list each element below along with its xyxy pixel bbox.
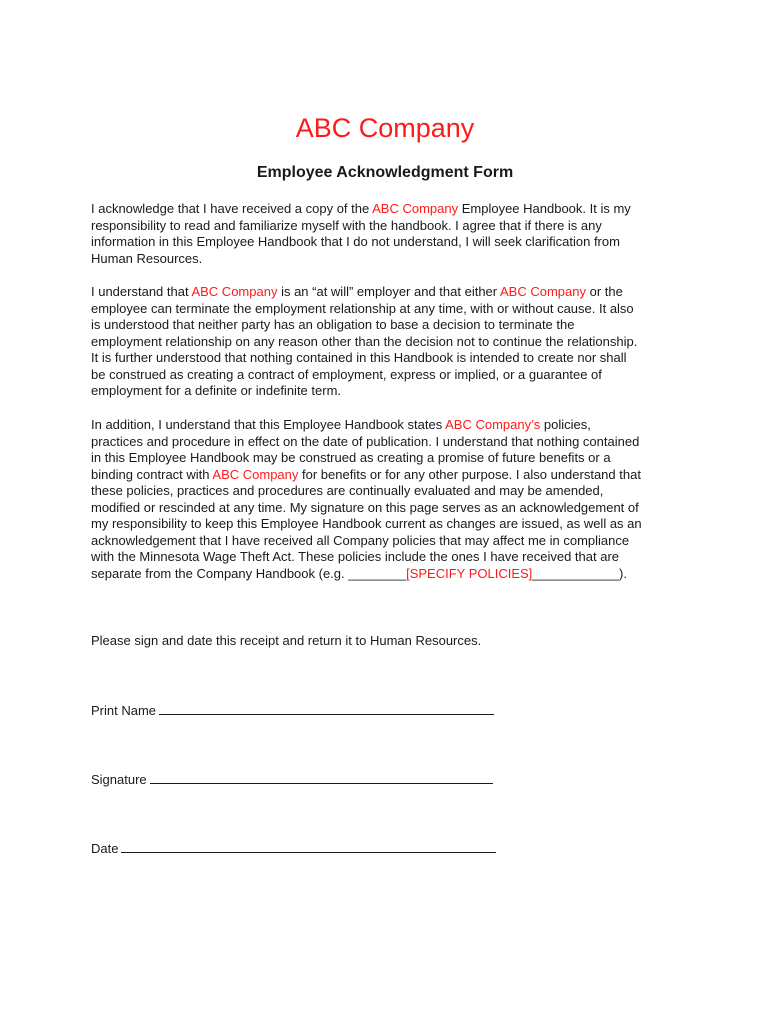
acknowledgment-paragraph bbox=[91, 201, 691, 267]
print-name-blank[interactable] bbox=[159, 702, 494, 715]
text-segment: ____________). bbox=[532, 565, 627, 581]
paragraph-line bbox=[91, 566, 691, 583]
instruction-paragraph bbox=[91, 633, 691, 650]
text-segment: Employee Handbook. It is my bbox=[458, 201, 631, 216]
company-name: ABC Company bbox=[191, 284, 278, 299]
date-blank[interactable] bbox=[121, 840, 496, 853]
text-segment: binding contract with bbox=[91, 466, 213, 482]
paragraph-line: practices and procedure in effect on the date of publication. I understand that nothing contained bbox=[91, 433, 640, 449]
paragraph-line: It is further understood that nothing contained in this Handbook is intended to create nor shall bbox=[91, 350, 627, 365]
paragraph-line: acknowledgement that I have received all Company policies that may affect me in compliance bbox=[91, 532, 630, 548]
company-name: ABC Company bbox=[212, 466, 299, 482]
text-segment: separate from the Company Handbook (e.g. ________ bbox=[91, 565, 407, 581]
paragraph-line: in this Employee Handbook may be construed as creating a promise of future benefits or a bbox=[91, 450, 611, 465]
paragraph-line: my responsibility to keep this Employee Handbook current as changes are issued, as well as an bbox=[91, 516, 642, 531]
policies-paragraph bbox=[91, 417, 691, 582]
paragraph-line: employment relationship on any reason other than the decision not to continue the relationship. bbox=[91, 333, 638, 349]
paragraph-line: Human Resources. bbox=[91, 250, 203, 266]
paragraph-line: information in this Employee Handbook that I do not understand, I will seek clarification from bbox=[91, 234, 620, 249]
signature-field[interactable] bbox=[91, 771, 493, 788]
company-name: ABC Company bbox=[372, 201, 459, 216]
signature-blank[interactable] bbox=[150, 771, 493, 784]
paragraph-line: modified or rescinded at any time. My signature on this page serves as an acknowledgement of bbox=[91, 499, 639, 515]
text-segment: In addition, I understand that this Employee Handbook states bbox=[91, 417, 446, 432]
text-segment: or the bbox=[586, 284, 623, 299]
company-name: ABC Company bbox=[500, 284, 586, 299]
paragraph-line: be construed as creating a contract of employment, express or implied, or a guarantee of bbox=[91, 366, 602, 382]
paragraph-line: Please sign and date this receipt and return it to Human Resources. bbox=[91, 633, 482, 648]
at-will-paragraph bbox=[91, 284, 691, 400]
specify-policies-placeholder: [SPECIFY POLICIES] bbox=[406, 565, 533, 581]
date-field[interactable] bbox=[91, 840, 496, 857]
paragraph-line bbox=[91, 467, 691, 484]
paragraph-line: employee can terminate the employment relationship at any time, with or without cause. It also bbox=[91, 300, 634, 316]
text-segment: is an “at will” employer and that either bbox=[277, 284, 501, 299]
paragraph-line bbox=[91, 284, 691, 301]
paragraph-line: employment for a definite or indefinite term. bbox=[91, 383, 342, 398]
paragraph-line: responsibility to read and familiarize myself with the handbook. I agree that if there is any bbox=[91, 217, 602, 233]
paragraph-line: with the Minnesota Wage Theft Act. These policies include the ones I have received that are bbox=[91, 549, 620, 564]
text-segment: for benefits or for any other purpose. I also understand that bbox=[298, 466, 641, 482]
text-segment: I understand that bbox=[91, 284, 192, 299]
date-label: Date bbox=[91, 841, 119, 856]
print-name-field[interactable] bbox=[91, 702, 494, 719]
text-segment: policies, bbox=[540, 417, 591, 432]
form-title: Employee Acknowledgment Form bbox=[256, 164, 514, 181]
paragraph-line bbox=[91, 201, 691, 218]
paragraph-line: these policies, practices and procedures are continually evaluated and may be amended, bbox=[91, 483, 604, 498]
paragraph-line: is understood that neither party has an obligation to base a decision to terminate the bbox=[91, 317, 575, 332]
company-title: ABC Company bbox=[295, 113, 475, 143]
print-name-label: Print Name bbox=[91, 703, 157, 718]
text-segment: I acknowledge that I have received a copy of the bbox=[91, 201, 373, 216]
signature-label: Signature bbox=[91, 772, 147, 787]
company-name: ABC Company’s bbox=[445, 417, 541, 432]
paragraph-line bbox=[91, 417, 691, 434]
